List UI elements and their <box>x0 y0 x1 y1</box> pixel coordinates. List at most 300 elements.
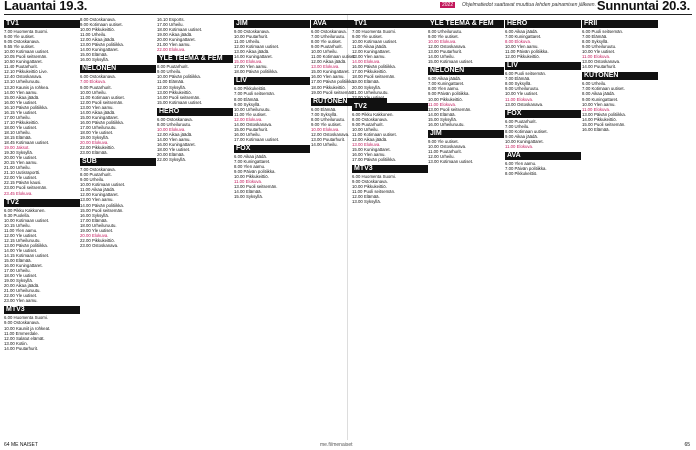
program-line: 20.00 Elämää. <box>157 152 185 158</box>
program-line: 14.00 Elämää. <box>234 189 262 195</box>
program-line: 9.00 Urheilu. <box>80 177 105 183</box>
program-line: 9.00 Urheiluruutu. <box>505 86 540 92</box>
program-line: 7.00 Kuningattaret. <box>234 158 271 164</box>
program-line: 15.00 Puoli seitsemän. <box>582 121 626 127</box>
program-line: 9.00 Yle uutiset. <box>4 34 35 40</box>
program-line: 16.00 Kuningattaret. <box>157 141 196 147</box>
program-line: 20.00 Kuningattaret. <box>157 37 196 43</box>
program-line: 11.00 Elokuva. <box>582 106 611 112</box>
schedule-column <box>505 17 581 437</box>
program-line: 13.00 Puutarhurit. <box>311 136 346 142</box>
program-line: 13.00 Ostoskanava. <box>505 101 544 107</box>
program-line: 10.00 Kotimaan uutiset. <box>80 182 126 188</box>
year-tag: 2022 <box>442 2 454 8</box>
program-line: 19.00 Puoli seitsemän. <box>311 89 355 95</box>
program-line: 16.10 Esports. <box>157 17 185 22</box>
program-line: 9.00 Kotimaan uutiset. <box>80 22 123 28</box>
program-line: 22.00 Yle uutiset. <box>4 293 38 299</box>
program-line: 7.00 Kuningattaret. <box>505 34 542 40</box>
program-line: 12.00 Pikkukeittiö. <box>505 54 540 60</box>
program-line: 14.00 Päivän politiikka. <box>80 202 124 208</box>
program-line: 11.00 Emmerdale. <box>4 330 39 336</box>
footer-center: me.fi/menaiset <box>320 442 353 448</box>
program-line: 6.00 Pikku Kakkonen. <box>352 111 394 117</box>
program-line: 22.00 Pikkukeittiö. <box>80 145 115 151</box>
channel-heading: KUTONEN <box>582 72 658 80</box>
program-line: 12.00 Kotimaan uutiset. <box>234 44 280 50</box>
program-line: 10.15 Urheilu. <box>4 222 31 228</box>
program-line: 9.55 Yle uutiset. <box>4 44 35 50</box>
program-line: 16.00 Elämää. <box>582 126 610 132</box>
program-line: 15.00 Syksyllä. <box>428 116 457 122</box>
program-line: 11.00 Elokuva. <box>582 54 611 60</box>
program-line: 10.00 Kauniit ja rohkeat. <box>4 325 51 331</box>
program-line: 20.00 Yle uutiset. <box>4 155 38 161</box>
program-line: 6.00 Ylen aamu. <box>505 160 537 166</box>
program-line: 16.00 Urheiluruutu. <box>428 121 465 127</box>
program-line: 16.00 Yle uutiset. <box>4 99 38 105</box>
program-line: 9.00 Yle uutiset. <box>311 121 342 127</box>
channel-heading: MTV3 <box>352 165 428 173</box>
program-line: 6.00 Aikaa jäädä. <box>505 29 538 34</box>
program-line: 15.00 Aikaa jäädä. <box>4 94 40 100</box>
program-line: 13.00 Elokuva. <box>352 141 381 147</box>
program-line: 13.00 Kotiin. <box>4 340 28 346</box>
program-line: 10.00 Yle uutiset. <box>505 91 539 97</box>
program-line: 13.00 Ylen aamu. <box>80 104 114 110</box>
program-line: 10.00 Urheiluruutu. <box>234 106 271 112</box>
program-line: 18.10 Urheilu. <box>4 129 31 135</box>
channel-heading: FRII <box>582 20 658 28</box>
program-line: 10.00 Urheilu. <box>80 89 107 95</box>
program-line: 6.00 Huomenta Suomi. <box>4 315 48 321</box>
program-line: 10.00 Pikkukeittiö. <box>352 184 387 190</box>
program-line: 14.00 Elämää. <box>428 111 456 117</box>
program-line: 17.00 Urheilu. <box>4 114 31 120</box>
program-line: 15.00 Syksyllä. <box>234 194 263 200</box>
program-line: 7.00 Urheilu. <box>505 123 530 129</box>
program-line: 7.00 Kuningattaret. <box>428 81 465 87</box>
program-line: 14.00 Urheilu. <box>428 54 455 60</box>
program-line: 9.00 Puutarhurit. <box>352 121 384 127</box>
program-line: 8.00 Ostoskanava. <box>80 17 116 22</box>
program-line: 16.15 Yle uutiset. <box>4 109 38 115</box>
channel-heading: TV2 <box>4 199 80 207</box>
program-line: 8.00 Pikkukeittiö. <box>505 170 538 176</box>
channel-heading: JIM <box>428 130 504 138</box>
program-line: 13.00 Puoli seitsemän. <box>234 184 278 190</box>
program-line: 12.10 Pikkukeittiö Live. <box>4 69 48 75</box>
program-line: 9.00 Ostoskanava. <box>234 29 270 34</box>
program-line: 9.00 Kuningattaret. <box>582 96 619 102</box>
program-line: 23.00 Elämää. <box>80 150 108 156</box>
program-line: 6.00 Pikkukeittiö. <box>234 86 267 92</box>
program-line: 10.00 Urheilu. <box>311 49 338 55</box>
program-line: 15.00 Kuningattaret. <box>80 114 119 120</box>
program-line: 6.00 Ostoskanava. <box>157 116 193 122</box>
program-line: 9.00 Yle uutiset. <box>428 138 459 144</box>
program-line: 15.00 Elokuva. <box>234 59 263 65</box>
program-line: 11.00 Elämää. <box>157 79 185 85</box>
program-line: 14.00 Elokuva. <box>352 59 381 65</box>
program-line: 7.00 Päivän politiikka. <box>505 165 547 171</box>
program-line: 6.00 Aikaa jäädä. <box>234 153 267 159</box>
program-line: 16.00 Päivän politiikka. <box>352 64 396 70</box>
program-line: 6.00 Urheilu. <box>582 81 607 87</box>
program-line: 18.45 Kotimaan uutiset. <box>4 140 50 146</box>
program-line: 8.00 Elokuva. <box>505 39 532 45</box>
program-line: 15.00 Kuningattaret. <box>352 146 391 152</box>
program-line: 9.00 Päivän politiikka. <box>428 91 470 97</box>
program-line: 11.00 Aikaa jäädä. <box>352 44 388 50</box>
program-line: 11.00 Urheilu. <box>80 32 107 38</box>
program-line: 9.00 Yle uutiset. <box>352 34 383 40</box>
program-line: 20.15 Ylen aamu. <box>4 160 38 166</box>
program-line: 13.00 Ostoskanava. <box>582 59 621 65</box>
program-line: 10.00 Kotimaan uutiset. <box>352 39 398 45</box>
program-line: 20.00 Syksyllä. <box>352 84 381 90</box>
program-line: 11.00 Elokuva. <box>505 143 534 149</box>
program-line: 14.00 Yle uutiset. <box>4 247 38 253</box>
program-line: 12.00 Ostoskanava. <box>311 131 350 137</box>
header-rule <box>4 14 692 15</box>
program-line: 13.00 Ylen aamu. <box>80 197 114 203</box>
program-line: 18.00 Yle uutiset. <box>80 129 114 135</box>
program-line: 11.00 Päivän politiikka. <box>505 49 549 55</box>
channel-heading: AVA <box>505 152 581 160</box>
program-line: 9.05 Ostoskanava. <box>4 39 40 45</box>
program-line: 22.15 Päivän kausi. <box>4 180 42 186</box>
program-line: 21.00 Ylen aamu. <box>157 42 191 48</box>
schedule-column <box>352 17 428 437</box>
channel-heading: NELONEN <box>80 65 156 73</box>
program-line: 13.10 Urheiluruutu. <box>4 79 41 85</box>
program-line: 10.00 Pikkukeittiö. <box>234 174 269 180</box>
program-line: 6.00 Aikaa jäädä. <box>428 76 461 82</box>
program-line: 12.00 Elämää. <box>352 194 380 200</box>
program-line: 11.00 Aikaa jäädä. <box>80 187 116 193</box>
program-line: 12.00 Urheilu. <box>428 153 455 159</box>
program-line: 8.00 Puutarhurit. <box>157 64 189 70</box>
program-line: 14.15 Kotimaan uutiset. <box>4 252 50 258</box>
schedule-column <box>4 17 80 437</box>
program-line: 13.00 Puoli seitsemän. <box>428 106 472 112</box>
channel-heading: RUTONEN <box>311 98 387 106</box>
program-line: 12.00 Yle uutiset. <box>4 232 38 238</box>
program-line: 7.00 Urheiluruutu. <box>311 34 346 40</box>
program-line: 19.00 Yle uutiset. <box>80 227 114 233</box>
program-line: 20.00 Elokuva. <box>80 232 109 238</box>
schedule-column <box>157 17 233 437</box>
program-line: 15.00 Kotimaan uutiset. <box>157 99 203 105</box>
program-line: 12.00 Aikaa jäädä. <box>311 59 347 65</box>
program-line: 7.00 Ostoskanava. <box>80 167 116 173</box>
program-line: 16.00 Kuningattaret. <box>4 263 43 269</box>
program-line: 12.00 Ostoskanava. <box>428 44 467 50</box>
program-line: 11.00 Elokuva. <box>234 179 263 185</box>
program-line: 22.00 Syksyllä. <box>157 157 186 163</box>
schedule-column <box>234 17 310 437</box>
program-line: 17.00 Urheilu. <box>4 268 31 274</box>
program-line: 6.00 Elämää. <box>311 106 337 112</box>
program-line: 17.00 Päivän politiikka. <box>311 79 355 85</box>
program-line: 15.00 Kotimaan uutiset. <box>428 59 474 65</box>
program-line: 12.40 Ostoskanava. <box>4 74 43 80</box>
program-line: 14.00 Puutarhurit. <box>4 345 39 351</box>
program-line: 9.00 Urheilu. <box>157 69 182 75</box>
program-line: 10.00 Elokuva. <box>428 39 457 45</box>
program-line: 15.00 Puoli seitsemän. <box>80 207 124 213</box>
program-line: 17.00 Elämää. <box>80 217 108 223</box>
program-line: 8.00 Urheiluruutu. <box>428 29 463 34</box>
program-line: 11.00 Yle uutiset. <box>234 111 267 117</box>
program-line: 13.00 Aikaa jäädä. <box>234 49 270 55</box>
program-line: 10.00 Kuningattaret. <box>505 138 544 144</box>
program-line: 8.00 Syksyllä. <box>582 39 609 45</box>
program-line: 11.00 Kotimaan uutiset. <box>80 94 125 100</box>
program-line: 18.00 Urheiluruutu. <box>80 222 117 228</box>
program-line: 10.00 Puutarhurit. <box>234 34 269 40</box>
channel-heading: JIM <box>234 20 310 28</box>
program-line: 19.00 Elämää. <box>352 79 380 85</box>
sunday-heading: Sunnuntai 20.3. <box>596 0 690 13</box>
program-line: 8.00 Urheiluruutu. <box>157 121 192 127</box>
program-line: 10.00 Päivän politiikka. <box>157 74 201 80</box>
program-line: 12.15 Urheiluruutu. <box>4 237 41 243</box>
program-line: 16.00 Ylen aamu. <box>311 74 345 80</box>
program-line: 8.00 Syksyllä. <box>505 81 532 87</box>
program-line: 12.00 Elokuva. <box>234 116 263 122</box>
program-line: 13.00 Ylen aamu. <box>352 54 386 60</box>
program-line: 9.00 Puutarhurit. <box>311 44 343 50</box>
program-line: 13.00 Pikkukeittiö. <box>157 89 192 95</box>
schedule-column <box>428 17 504 437</box>
program-line: 19.00 Jaksot. <box>4 145 30 151</box>
program-line: 12.00 Aikaa jäädä. <box>352 136 388 142</box>
program-line: 16.00 Urheilu. <box>234 131 261 137</box>
channel-heading: HERO <box>505 20 581 28</box>
program-line: 22.00 Yle uutiset. <box>352 94 386 100</box>
program-line: 8.00 Kotimaan uutiset. <box>505 128 548 134</box>
program-line: 22.00 Elokuva. <box>157 47 186 53</box>
program-line: 15.00 Elämää. <box>80 52 108 58</box>
program-line: 6.00 Huomenta Suomi. <box>352 174 396 180</box>
program-line: 10.00 Ostoskanava. <box>428 143 467 149</box>
program-line: 19.00 Syksyllä. <box>80 134 109 140</box>
program-line: 8.00 Yle uutiset. <box>311 39 342 45</box>
program-line: 14.00 Ostoskanava. <box>234 121 273 127</box>
program-line: 11.00 Elokuva. <box>505 96 534 102</box>
program-line: 19.30 Syksyllä. <box>4 150 33 156</box>
program-line: 21.10 Uutisraportti. <box>4 170 41 176</box>
program-line: 6.00 Puutarhurit. <box>505 118 537 124</box>
program-line: 7.00 Syksyllä. <box>311 111 338 117</box>
program-line: 8.00 Elämää. <box>234 96 260 102</box>
channel-heading: FOX <box>234 145 310 153</box>
program-line: 10.00 Kotimaan uutiset. <box>4 217 50 223</box>
program-line: 7.00 Elämää. <box>505 76 531 82</box>
schedule-column <box>80 17 156 437</box>
program-line: 11.00 Urheilu. <box>234 39 261 45</box>
program-line: 10.00 Pikkukeittiö. <box>80 27 115 33</box>
program-line: 9.00 Puutarhurit. <box>80 84 112 90</box>
program-line: 9.00 Päivän politiikka. <box>234 169 276 175</box>
program-line: 10.00 Urheilu. <box>352 126 379 132</box>
channel-heading: TV1 <box>4 20 80 28</box>
program-line: 12.00 Aikaa jäädä. <box>80 37 116 43</box>
program-line: 18.00 Yle uutiset. <box>4 273 38 279</box>
program-line: 7.00 Kotimaan uutiset. <box>582 86 625 92</box>
program-line: 17.00 Pikkukeittiö. <box>352 69 387 75</box>
channel-heading: LIV <box>505 62 581 70</box>
program-line: 12.00 Kuningattaret. <box>352 49 391 55</box>
channel-heading: YLE TEEMA & FEM <box>428 20 504 28</box>
channel-heading: LIV <box>234 77 310 85</box>
program-line: 17.00 Urheilu. <box>157 22 184 28</box>
schedule-column <box>582 17 658 437</box>
program-line: 9.00 Ostoskanava. <box>4 320 40 326</box>
program-line: 9.00 Yle uutiset. <box>428 34 459 40</box>
program-line: 10.00 Ylen aamu. <box>582 101 616 107</box>
program-line: 8.00 Puutarhurit. <box>80 172 112 178</box>
program-line: 15.00 Puutarhurit. <box>234 126 269 132</box>
program-line: 14.00 Kuningattaret. <box>80 47 119 53</box>
program-line: 15.00 Kuningattaret. <box>311 69 350 75</box>
program-line: 23.00 Puoli seitsemän. <box>4 185 48 191</box>
program-line: 13.00 Puutarhurit. <box>428 49 463 55</box>
program-line: 9.00 Syksyllä. <box>234 101 261 107</box>
channel-heading: NELONEN <box>428 67 504 75</box>
program-line: 14.00 Ylen aamu. <box>157 136 191 142</box>
program-line: 11.00 Kotimaan uutiset. <box>311 54 356 60</box>
program-line: 9.30 Puolella. <box>4 212 31 218</box>
program-line: 11.40 Puutarhurit. <box>4 64 38 70</box>
program-line: 18.00 Yle uutiset. <box>157 146 191 152</box>
program-line: 10.00 Ylen aamu. <box>505 44 539 50</box>
program-line: 14.00 Kuningattaret. <box>234 54 273 60</box>
footer-right: 65 <box>684 442 690 448</box>
program-line: 15.00 Elämää. <box>4 258 32 264</box>
program-line: 22.00 Yle uutiset. <box>4 175 38 181</box>
program-line: 21.00 Urheiluruutu. <box>352 89 389 95</box>
program-line: 7.00 Huomenta Suomi. <box>4 29 48 34</box>
program-line: 16.00 Ylen aamu. <box>352 152 386 158</box>
program-line: 8.00 Urheiluruutu. <box>311 116 346 122</box>
program-line: 11.00 Puutarhurit. <box>428 148 462 154</box>
program-line: 11.00 Ylen aamu. <box>4 227 38 233</box>
program-line: 16.00 Päivän politiikka. <box>80 119 124 125</box>
program-line: 14.00 Puutarhurit. <box>582 64 617 70</box>
program-line: 17.10 Pikkukeittiö. <box>4 119 39 125</box>
channel-heading: AVA <box>311 20 387 28</box>
program-line: 14.00 Urheilu. <box>311 141 338 147</box>
program-line: 14.00 Aikaa jäädä. <box>80 109 116 115</box>
program-line: 14.00 Ylen aamu. <box>4 89 38 95</box>
page-header <box>0 0 696 14</box>
program-line: 23.00 Ostoskanava. <box>80 242 119 248</box>
program-line: 16.10 Päivän politiikka. <box>4 104 48 110</box>
program-line: 10.00 Elokuva. <box>311 126 340 132</box>
program-line: 13.00 Syksyllä. <box>352 199 381 205</box>
program-line: 13.00 Kotimaan uutiset. <box>428 158 474 164</box>
program-line: 19.00 Syksyllä. <box>4 278 33 284</box>
channel-heading: TV1 <box>352 20 428 28</box>
program-line: 20.00 Aikaa jäädä. <box>4 283 40 289</box>
program-line: 11.00 Kotimaan uutiset. <box>352 131 397 137</box>
program-line: 10.00 Kotimaan uutiset. <box>4 49 50 55</box>
program-line: 6.00 Ostoskanava. <box>311 29 347 34</box>
program-line: 10.00 Elokuva. <box>157 126 186 132</box>
program-line: 7.00 Elokuva. <box>80 79 107 85</box>
footer-left: 64 ME NAISET <box>4 442 38 448</box>
program-line: 13.20 Kaunis ja rohkea. <box>4 84 50 90</box>
program-line: 10.00 Pikkukeittiö. <box>428 96 463 102</box>
program-line: 14.00 Pikkukeittiö. <box>582 116 617 122</box>
program-line: 10.50 Kuningattaret. <box>4 59 43 65</box>
program-line: 13.00 Elokuva. <box>311 64 340 70</box>
channel-heading: SUB <box>80 158 156 166</box>
channel-heading: HERO <box>157 108 233 116</box>
program-line: 6.00 Puoli seitsemän. <box>582 29 624 34</box>
program-line: 7.00 Huomenta Suomi. <box>352 29 396 34</box>
program-line: 11.00 Elokuva. <box>428 101 457 107</box>
program-line: 6.00 Pikku Kakkonen. <box>4 207 46 213</box>
program-line: 18.00 Kotimaan uutiset. <box>157 27 203 33</box>
program-line: 6.00 Ostoskanava. <box>80 74 116 80</box>
program-line: 18.00 Yle uutiset. <box>4 124 38 130</box>
program-line: 8.00 Ylen aamu. <box>428 86 460 92</box>
channel-heading: MTV3 <box>4 306 80 314</box>
program-line: 17.00 Urheiluruutu. <box>80 124 117 130</box>
program-line: 10.00 Yle uutiset. <box>582 49 616 55</box>
program-line: 17.00 Ylen aamu. <box>234 64 268 70</box>
program-line: 18.00 Päivän politiikka. <box>234 69 278 75</box>
program-line: 20.00 Elokuva. <box>80 140 109 146</box>
program-line: 12.00 Kuningattaret. <box>80 192 119 198</box>
program-line: 12.00 Salatut elämät. <box>4 335 45 341</box>
program-line: 17.00 Päivän politiikka. <box>352 157 396 163</box>
program-line: 18.00 Puoli seitsemän. <box>352 74 396 80</box>
program-line: 18.00 Pikkukeittiö. <box>311 84 346 90</box>
program-line: 9.00 Ostoskanava. <box>352 179 388 185</box>
page-footer <box>0 440 696 450</box>
program-line: 9.00 Aikaa jäädä. <box>505 133 538 139</box>
program-line: 18.15 Elämää. <box>4 134 32 140</box>
program-line: 13.00 Päivän politiikka. <box>582 111 626 117</box>
disclaimer-text: Ohjelmatiedot saattavat muuttua lehden painamisen jälkeen. <box>462 2 596 8</box>
program-line: 12.00 Aikaa jäädä. <box>157 131 193 137</box>
program-line: 16.00 Syksyllä. <box>80 212 109 218</box>
program-line: 12.00 Syksyllä. <box>157 84 186 90</box>
program-line: 22.00 Pikkukeittiö. <box>80 237 115 243</box>
program-line: 16.00 Syksyllä. <box>80 57 109 63</box>
program-line: 21.00 Urheiluruutu. <box>4 288 41 294</box>
program-line: 8.00 Ostoskanava. <box>352 116 388 122</box>
program-line: 23.45 Elokuva. <box>4 190 33 196</box>
program-line: 8.00 Ylen aamu. <box>234 164 266 170</box>
channel-heading: TV2 <box>352 103 428 111</box>
program-line: 17.00 Kotimaan uutiset. <box>234 136 280 142</box>
program-line: 13.00 Päivän politiikka. <box>4 242 48 248</box>
program-line: 7.00 Elämää. <box>582 34 608 40</box>
program-line: 19.00 Aikaa jäädä. <box>157 32 193 38</box>
program-line: 12.00 Puoli seitsemän. <box>80 99 124 105</box>
program-line: 23.00 Ylen aamu. <box>4 298 38 304</box>
program-line: 10.05 Puoli seitsemän. <box>4 54 48 60</box>
channel-heading: YLE TEEMA & FEM <box>157 55 233 63</box>
program-line: 9.00 Urheiluruutu. <box>582 44 617 50</box>
program-line: 6.00 Puoli seitsemän. <box>505 71 547 77</box>
